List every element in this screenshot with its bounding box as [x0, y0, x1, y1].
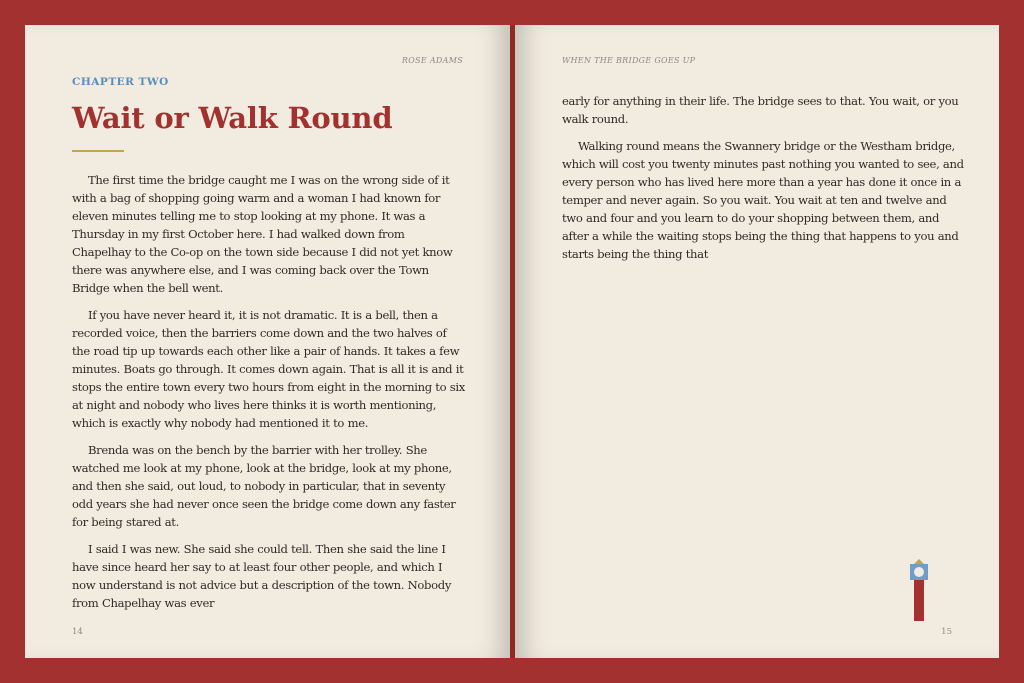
right-body-text — [562, 92, 964, 272]
paragraph: I said I was new. She said she could tell. Then she said the line I have since heard her say to at least four other people, and which I now understand is not advice but a description of the town. Nobody from Chapelhay was ever — [72, 542, 452, 610]
left-page — [25, 25, 510, 658]
open-book — [25, 25, 999, 658]
paragraph: If you have never heard it, it is not dramatic. It is a bell, then a recorded voice, then the barriers come down and the two halves of the road tip up towards each other like a pair of hands. It takes a few minutes. Boats go through. It comes down again. That is all it is and it stops the entire town every two hours from eight in the morning to six at night and nobody who lives here thinks it is worth mentioning, which is exactly why nobody had mentioned it to me. — [72, 308, 465, 430]
paragraph: Brenda was on the bench by the barrier with her trolley. She watched me look at my phone, look at the bridge, look at my phone, and then she said, out loud, to nobody in particular, that in seventy odd years she had never once seen the bridge come down any faster for being stared at. — [72, 443, 456, 529]
page-number-right: 15 — [941, 627, 952, 637]
running-head-title: WHEN THE BRIDGE GOES UP — [562, 56, 696, 65]
left-body-text — [72, 171, 467, 621]
running-head-author: ROSE ADAMS — [401, 56, 463, 65]
chapter-label: CHAPTER TWO — [72, 76, 169, 88]
paragraph-continuation: early for anything in their life. The bridge sees to that. You wait, or you walk round. — [562, 94, 959, 126]
paragraph: Walking round means the Swannery bridge or the Westham bridge, which will cost you twenty minutes past nothing you wanted to see, and every person who has lived here more than a year has done it once in a temper and never again. So you wait. You wait at ten and twelve and two and four and you learn to do your shopping between them, and after a while the waiting stops being the thing that happens to you and starts being the thing that — [562, 139, 964, 261]
title-rule — [72, 150, 124, 152]
page-number-left: 14 — [72, 627, 83, 637]
chapter-title: Wait or Walk Round — [72, 101, 393, 135]
bridge-clock-tower-icon — [909, 559, 929, 621]
paragraph: The first time the bridge caught me I was on the wrong side of it with a bag of shopping going warm and a woman I had known for eleven minutes telling me to stop looking at my phone. It was a Thursday in my first October here. I had walked down from Chapelhay to the Co-op on the town side because I did not yet know there was anywhere else, and I was coming back over the Town Bridge when the bell went. — [72, 173, 453, 295]
